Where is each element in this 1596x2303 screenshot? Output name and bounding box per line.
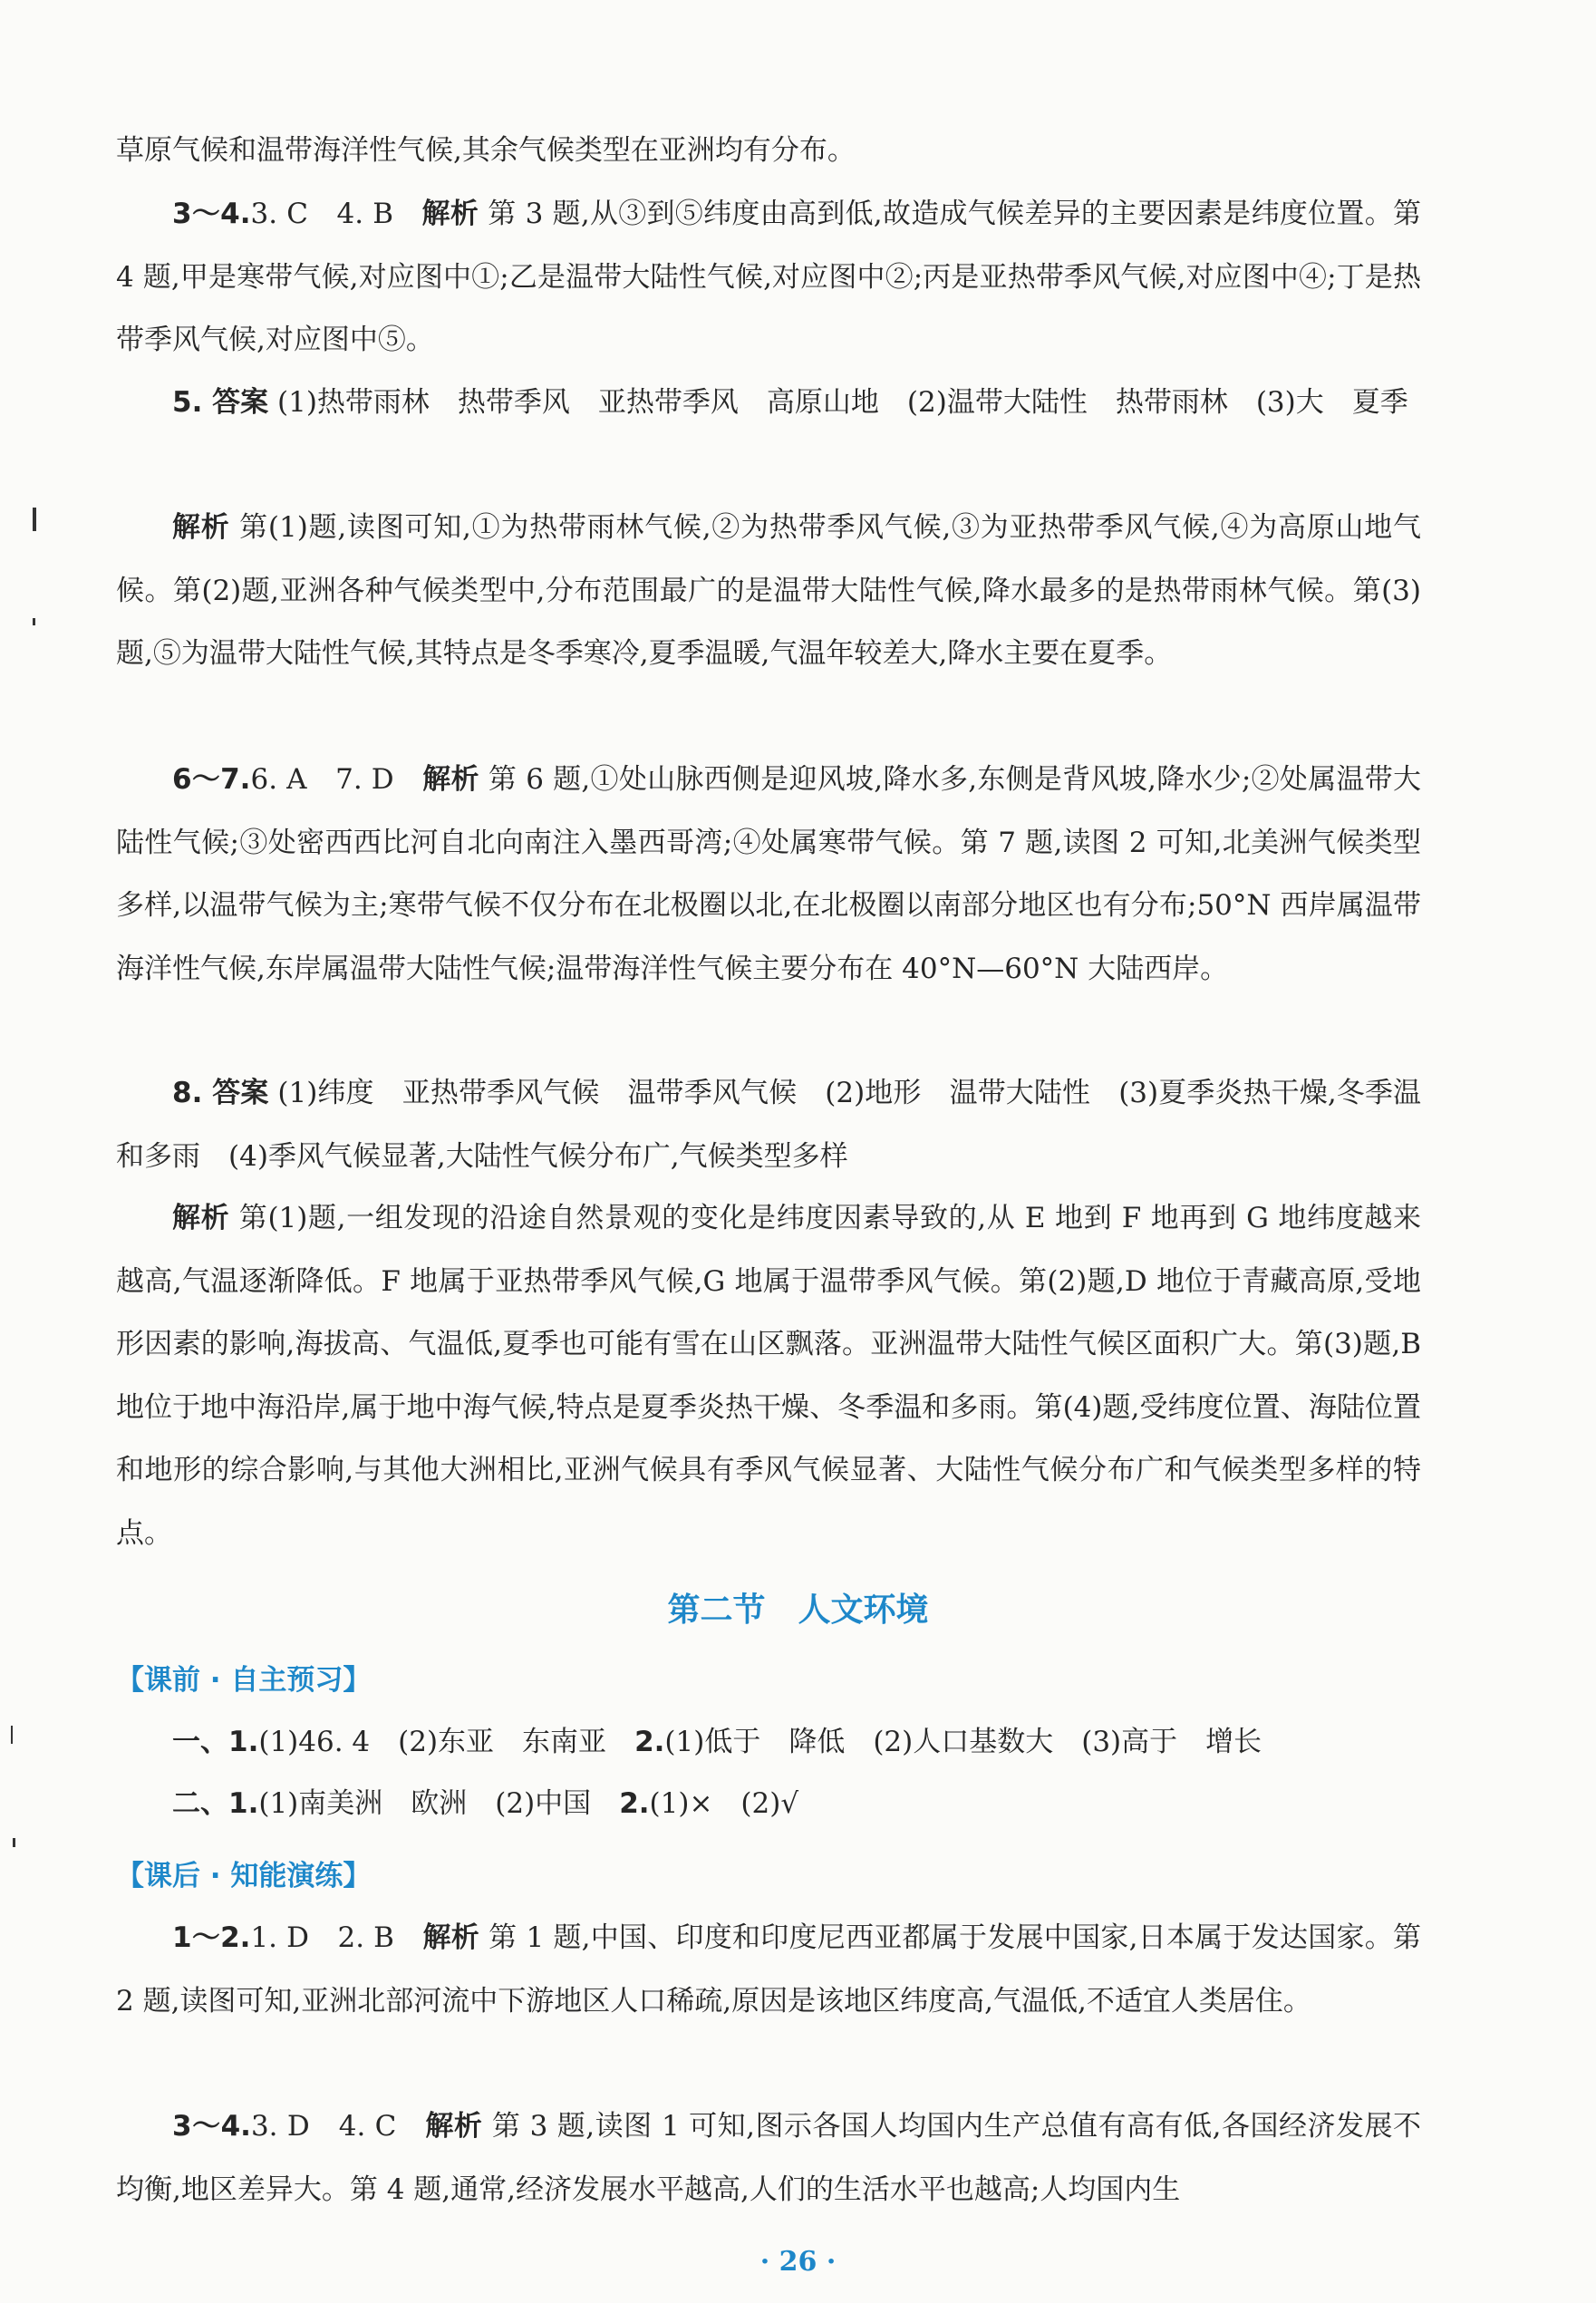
answer-label: 8. 答案: [172, 1077, 269, 1109]
page-number: · 26 ·: [759, 2246, 837, 2278]
paragraph-continued: [116, 120, 1421, 183]
answer-choices: 3. D 4. C: [250, 2110, 426, 2143]
analysis-text: 第 6 题,①处山脉西侧是迎风坡,降水多,东侧是背风坡,降水少;②处属温带大陆性气候;③处密西西比河自北向南注入墨西哥湾;④处属寒带气候。第 7 题,读图 2 可知,北美洲气候类型多样,以温带气候为主;寒带气候不仅分布在北极圈以北,在北极圈以南部分地区也有分布;50°N 西岸属温带海洋性气候,东岸属温带大陆性气候;温带海洋性气候主要分布在 40°N—60°N 大陆西岸。: [116, 763, 1422, 985]
analysis-label: 解析: [425, 2110, 483, 2143]
answer-q3-4: [116, 183, 1421, 373]
answer-label: 5. 答案: [172, 386, 269, 419]
analysis-q8: [116, 1187, 1421, 1565]
scan-mark: [33, 508, 36, 531]
answer-p3-4: [116, 2095, 1421, 2221]
answer-choices: 6. A 7. D: [250, 763, 423, 796]
analysis-q5: [116, 497, 1421, 686]
analysis-text: 第 1 题,中国、印度和印度尼西亚都属于发展中国家,日本属于发达国家。第 2 题,读图可知,亚洲北部河流中下游地区人口稀疏,原因是该地区纬度高,气温低,不适宜人类居住。: [116, 1921, 1422, 2018]
question-number: 2.: [634, 1726, 665, 1758]
question-number: 二、1.: [172, 1787, 259, 1820]
question-number: 6～7.: [172, 763, 251, 796]
analysis-label: 解析: [422, 763, 479, 796]
analysis-label: 解析: [422, 1921, 479, 1954]
analysis-label: 解析: [421, 198, 479, 230]
question-number: 3～4.: [172, 2110, 251, 2143]
answer-q8: [116, 1062, 1421, 1188]
analysis-text: 第(1)题,一组发现的沿途自然景观的变化是纬度因素导致的,从 E 地到 F 地再到 G 地纬度越来越高,气温逐渐降低。F 地属于亚热带季风气候,G 地属于温带季风气候。第(2)题,D 地位于青藏高原,受地形因素的影响,海拔高、气温低,夏季也可能有雪在山区飘落。亚洲温带大陆性气候区面积广大。第(3)题,B 地位于地中海沿岸,属于地中海气候,特点是夏季炎热干燥、冬季温和多雨。第(4)题,受纬度位置、海陆位置和地形的综合影响,与其他大洲相比,亚洲气候具有季风气候显著、大陆性气候分布广和气候类型多样的特点。: [116, 1202, 1422, 1550]
analysis-text: 第 3 题,读图 1 可知,图示各国人均国内生产总值有高有低,各国经济发展不均衡,地区差异大。第 4 题,通常,经济发展水平越高,人们的生活水平也越高;人均国内生: [116, 2110, 1422, 2206]
answer-text: (1)× (2)√: [649, 1787, 799, 1820]
preview-part-1: [116, 1711, 1421, 1775]
practice-tag: 【课后 · 知能演练】: [116, 1860, 372, 1892]
answer-q6-7: [116, 749, 1421, 1001]
answer-q5: [116, 372, 1421, 435]
preview-part-2: [116, 1773, 1421, 1836]
section-title: 第二节 人文环境: [667, 1591, 929, 1629]
question-number: 2.: [619, 1787, 650, 1820]
analysis-label: 解析: [172, 1202, 230, 1234]
scan-mark: [11, 1726, 13, 1744]
analysis-text: 第 3 题,从③到⑤纬度由高到低,故造成气候差异的主要因素是纬度位置。第 4 题,甲是寒带气候,对应图中①;乙是温带大陆性气候,对应图中②;丙是亚热带季风气候,对应图中④;丁是热带季风气候,对应图中⑤。: [116, 198, 1421, 356]
answer-choices: 1. D 2. B: [250, 1921, 423, 1954]
scan-mark: [13, 1838, 15, 1847]
question-number: 一、1.: [172, 1726, 259, 1758]
scan-mark: [33, 618, 35, 625]
paragraph-text: 草原气候和温带海洋性气候,其余气候类型在亚洲均有分布。: [116, 134, 856, 167]
answer-text: (1)46. 4 (2)东亚 东南亚: [258, 1726, 635, 1758]
answer-text: (1)热带雨林 热带季风 亚热带季风 高原山地 (2)温带大陆性 热带雨林 (3)大 夏季: [277, 386, 1408, 419]
question-number: 3～4.: [172, 198, 251, 230]
answer-text: (1)低于 降低 (2)人口基数大 (3)高于 增长: [664, 1726, 1262, 1758]
answer-text: (1)纬度 亚热带季风气候 温带季风气候 (2)地形 温带大陆性 (3)夏季炎热干燥,冬季温和多雨 (4)季风气候显著,大陆性气候分布广,气候类型多样: [116, 1077, 1422, 1173]
answer-choices: 3. C 4. B: [250, 198, 422, 230]
answer-p1-2: [116, 1907, 1421, 2033]
question-number: 1～2.: [172, 1921, 251, 1954]
answer-text: (1)南美洲 欧洲 (2)中国: [258, 1787, 620, 1820]
analysis-text: 第(1)题,读图可知,①为热带雨林气候,②为热带季风气候,③为亚热带季风气候,④为高原山地气候。第(2)题,亚洲各种气候类型中,分布范围最广的是温带大陆性气候,降水最多的是热带雨林气候。第(3)题,⑤为温带大陆性气候,其特点是冬季寒冷,夏季温暖,气温年较差大,降水主要在夏季。: [116, 511, 1422, 670]
analysis-label: 解析: [172, 511, 230, 544]
preview-tag: 【课前 · 自主预习】: [116, 1664, 372, 1697]
